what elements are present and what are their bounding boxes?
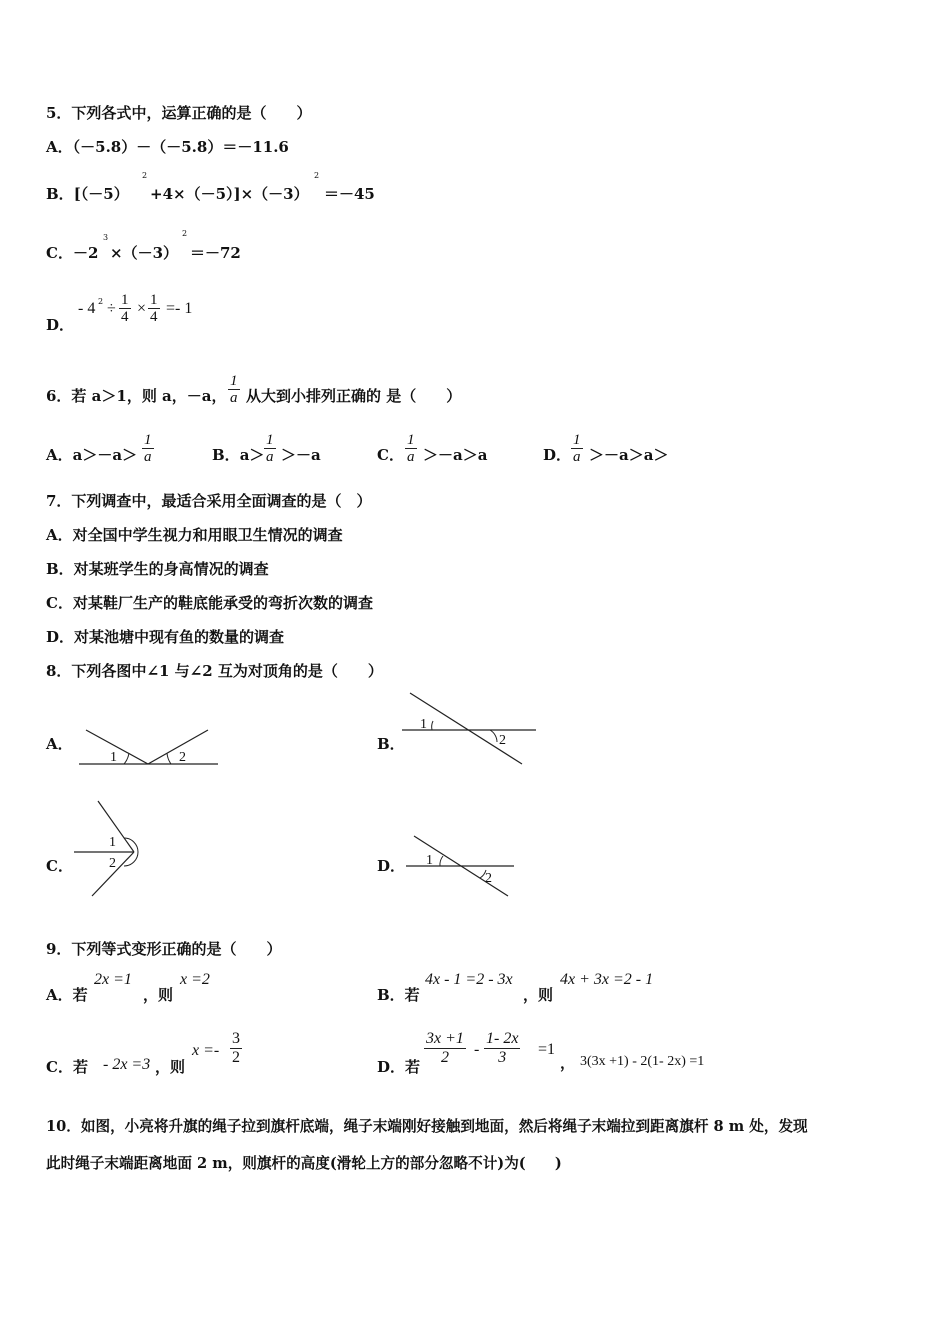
q5-b-label: B． xyxy=(46,185,74,203)
q6-d-expr: ＞－a＞a＞ xyxy=(589,446,669,464)
q9-c-label: C．若 xyxy=(46,1058,88,1076)
q5-c-exponent2: 2 xyxy=(182,229,188,238)
q9-d-label: D．若 xyxy=(377,1058,421,1076)
q6-a-expr: a＞－a＞ xyxy=(72,446,138,464)
q8-b-label: B． xyxy=(377,735,405,753)
q5-b-expr-part2: +4×（－5）]×（－3） xyxy=(150,185,309,203)
q5-option-c xyxy=(46,242,98,263)
q6-d-label: D． xyxy=(543,446,572,464)
q5-d-fraction1 xyxy=(119,292,131,325)
q6-d-frac-num: 1 xyxy=(573,432,581,448)
q8-a-angle2: 2 xyxy=(179,750,186,765)
q9-d-eq: =1 xyxy=(538,1041,556,1058)
q8-d-angle1: 1 xyxy=(426,853,433,868)
q6-b-frac-den: a xyxy=(266,449,274,465)
q9-b-eq1: 4x - 1 =2 - 3x xyxy=(425,971,513,988)
q9-d-frac2-num: 1- 2x xyxy=(486,1030,519,1047)
q9-b-mid: ，则 xyxy=(523,986,554,1004)
q5-c-expr-part3: ＝－72 xyxy=(190,244,241,262)
q6-c-label: C． xyxy=(377,446,404,464)
q8-c-angle2: 2 xyxy=(109,856,116,871)
q5-d-frac1-num: 1 xyxy=(121,292,129,308)
q6-a-label: A． xyxy=(46,446,73,464)
q6-a-fraction xyxy=(142,432,154,465)
q9-d-fraction2 xyxy=(484,1030,520,1067)
q6-c-frac-num: 1 xyxy=(407,432,415,448)
q5-b-expr-part3: ＝－45 xyxy=(324,185,375,203)
q7-option-b: B．对某班学生的身高情况的调查 xyxy=(46,560,269,578)
q5-c-expr-part1: －2 xyxy=(72,244,99,262)
q6-option-a xyxy=(46,444,137,465)
q6-stem-pre: 6．若 a＞1，则 a，－a， xyxy=(46,387,227,405)
q9-a-eq2: x =2 xyxy=(180,971,210,988)
q10-line1: 10．如图，小亮将升旗的绳子拉到旗杆底端，绳子末端刚好接触到地面，然后将绳子末端拉到距离旗杆 8 m 处，发现 xyxy=(46,1118,808,1135)
q5-b-exponent1: 2 xyxy=(142,171,148,180)
q5-d-exponent: 2 xyxy=(98,297,104,306)
q5-d-pre: - 4 xyxy=(78,300,96,317)
q9-c-mid: ，则 xyxy=(155,1058,186,1076)
q9-d-comma: ， xyxy=(560,1054,576,1072)
q8-stem: 8．下列各图中∠1 与∠2 互为对顶角的是（ ） xyxy=(46,662,383,680)
q6-c-fraction xyxy=(405,432,417,465)
q6-option-b xyxy=(212,444,264,465)
q9-b-label: B．若 xyxy=(377,986,420,1004)
q5-d-frac2-den: 4 xyxy=(150,309,158,325)
q5-d-div: ÷ xyxy=(107,300,116,317)
q8-figure-a xyxy=(76,722,221,772)
q5-b-exponent2: 2 xyxy=(314,171,320,180)
q9-a-label: A．若 xyxy=(46,986,88,1004)
q5-d-frac1-den: 4 xyxy=(121,309,129,325)
q9-stem: 9．下列等式变形正确的是（ ） xyxy=(46,940,282,958)
q8-d-label: D． xyxy=(377,857,406,875)
q5-d-frac2-num: 1 xyxy=(150,292,158,308)
q5-c-label: C． xyxy=(46,244,73,262)
q6-d-fraction xyxy=(571,432,583,465)
q9-d-frac1-num: 3x +1 xyxy=(426,1030,464,1047)
q5-option-b xyxy=(46,183,129,204)
q7-option-c: C．对某鞋厂生产的鞋底能承受的弯折次数的调查 xyxy=(46,594,373,612)
q8-b-angle2: 2 xyxy=(499,733,506,748)
q6-b-fraction xyxy=(264,432,276,465)
q8-figure-d xyxy=(404,830,519,900)
q6-d-frac-den: a xyxy=(573,449,581,465)
q6-b-frac-num: 1 xyxy=(266,432,274,448)
q6-stem-frac-num: 1 xyxy=(230,373,238,389)
q5-stem: 5．下列各式中，运算正确的是（ ） xyxy=(46,104,312,122)
q5-a-label: A． xyxy=(46,138,73,156)
q9-c-frac-num: 3 xyxy=(232,1030,240,1047)
q9-c-eq1: - 2x =3 xyxy=(103,1056,151,1073)
q10-line2: 此时绳子末端距离地面 2 m，则旗杆的高度(滑轮上方的部分忽略不计)为( ) xyxy=(46,1155,562,1172)
q9-d-fraction1 xyxy=(424,1030,466,1067)
q6-stem-frac-den: a xyxy=(230,390,238,406)
q8-c-angle1: 1 xyxy=(109,835,116,850)
q9-a-mid: ，则 xyxy=(143,986,174,1004)
q7-option-a: A．对全国中学生视力和用眼卫生情况的调查 xyxy=(46,526,343,544)
q6-b-expr2: ＞－a xyxy=(281,446,321,464)
q9-d-minus: - xyxy=(474,1041,480,1058)
q6-a-frac-num: 1 xyxy=(144,432,152,448)
q9-b-eq2: 4x + 3x =2 - 1 xyxy=(560,971,654,988)
q9-d-frac1-den: 2 xyxy=(424,1048,466,1067)
q8-figure-c xyxy=(72,798,142,900)
q5-d-post: =- 1 xyxy=(166,300,193,317)
q8-b-angle1: 1 xyxy=(420,717,427,732)
q8-c-label: C． xyxy=(46,857,73,875)
q8-a-angle1: 1 xyxy=(110,750,117,765)
q6-b-expr1: a＞ xyxy=(239,446,265,464)
q9-c-fraction xyxy=(230,1030,242,1067)
q5-d-fraction2 xyxy=(148,292,160,325)
q9-c-eq2: x =- xyxy=(192,1042,220,1059)
q9-c-frac-den: 2 xyxy=(232,1049,240,1066)
q5-c-exponent1: 3 xyxy=(103,233,109,242)
q6-stem-post: 从大到小排列正确的 是（ ） xyxy=(246,387,462,405)
q8-figure-b xyxy=(400,690,540,770)
q5-d-label: D． xyxy=(46,316,75,334)
q6-stem-fraction xyxy=(228,373,240,406)
q5-c-expr-part2: ×（－3） xyxy=(110,244,179,262)
q9-a-eq1: 2x =1 xyxy=(94,971,132,988)
q6-a-frac-den: a xyxy=(144,449,152,465)
q5-b-expr-part1: [（－5） xyxy=(73,185,129,203)
q6-c-frac-den: a xyxy=(407,449,415,465)
q8-d-angle2: 2 xyxy=(485,871,492,886)
q5-a-expr: （－5.8）－（－5.8）＝－11.6 xyxy=(72,138,289,156)
q9-d-eq2: 3(3x +1) - 2(1- 2x) =1 xyxy=(580,1054,705,1069)
q7-stem: 7．下列调查中，最适合采用全面调查的是（ ） xyxy=(46,492,372,510)
q9-d-frac2-den: 3 xyxy=(484,1048,520,1067)
q6-b-label: B． xyxy=(212,446,240,464)
q6-c-expr: ＞－a＞a xyxy=(423,446,488,464)
q8-a-label: A． xyxy=(46,735,73,753)
q7-option-d: D．对某池塘中现有鱼的数量的调查 xyxy=(46,628,285,646)
q5-d-times: × xyxy=(137,300,147,317)
q5-option-a xyxy=(46,136,289,157)
